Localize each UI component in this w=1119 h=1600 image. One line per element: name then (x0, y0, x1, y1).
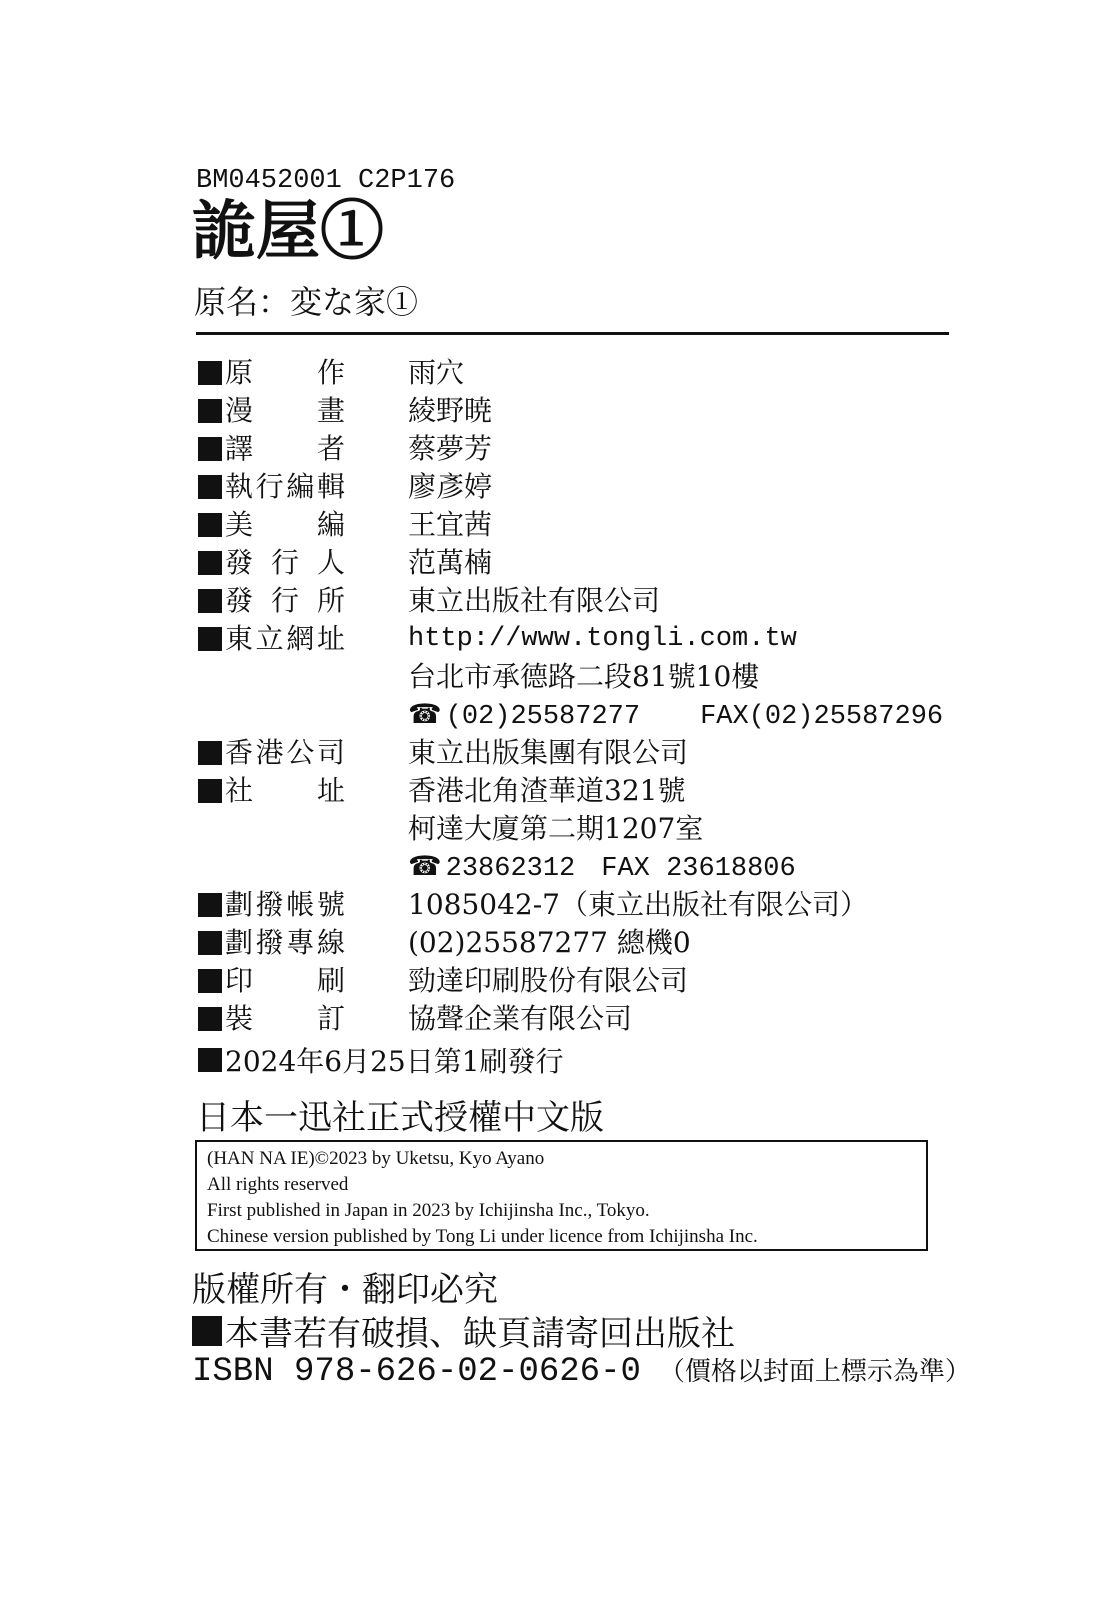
credit-value: 綾野暁 (408, 394, 493, 427)
taipei-address: 台北市承德路二段81號10樓 (408, 660, 760, 693)
hk-fax: FAX 23618806 (601, 854, 796, 884)
copyright-line: (HAN NA IE)©2023 by Uketsu, Kyo Ayano (207, 1148, 545, 1169)
square-bullet-icon (198, 437, 222, 461)
square-bullet-icon (198, 589, 222, 613)
credit-row-editor (198, 468, 958, 506)
credit-value: 雨穴 (408, 356, 465, 389)
credit-label: 發 行 所 (225, 584, 345, 617)
isbn-line (192, 1351, 971, 1391)
credit-value: 王宜茜 (408, 508, 493, 541)
copyright-line: First published in Japan in 2023 by Ichijinsha Inc., Tokyo. (207, 1200, 650, 1221)
rights-statement: 版權所有・翻印必究 (192, 1270, 498, 1310)
credit-row-hk-address (198, 772, 958, 886)
credit-value: 廖彥婷 (408, 470, 493, 503)
taipei-contact-line (408, 696, 958, 734)
credits-list (198, 354, 958, 1038)
hk-address-line-1: 香港北角渣華道321號 (408, 774, 686, 807)
divider-rule (196, 332, 949, 335)
license-title: 日本一迅社正式授權中文版 (196, 1098, 604, 1138)
credit-row-publisher (198, 544, 958, 582)
credit-label: 劃撥帳號 (225, 888, 345, 921)
print-date-line (198, 1040, 564, 1080)
credit-value: 范萬楠 (408, 546, 493, 579)
credit-row-designer (198, 506, 958, 544)
copyright-line: All rights reserved (207, 1174, 349, 1195)
square-bullet-icon (198, 513, 222, 537)
credit-row-printing (198, 962, 958, 1000)
credit-value: 勁達印刷股份有限公司 (408, 964, 689, 997)
original-title: 原名：変な家① (194, 283, 419, 321)
credit-label: 原 作 (225, 356, 345, 389)
credit-label: 美 編 (225, 508, 345, 541)
telephone-icon: ☎ (408, 851, 442, 882)
square-bullet-icon (198, 1048, 222, 1072)
copyright-line: Chinese version published by Tong Li under licence from Ichijinsha Inc. (207, 1226, 758, 1247)
credit-row-author (198, 354, 958, 392)
damage-notice: 本書若有破損、缺頁請寄回出版社 (225, 1314, 735, 1354)
taipei-fax: FAX(02)25587296 (700, 702, 944, 732)
telephone-icon: ☎ (408, 699, 442, 730)
credit-row-hk-company (198, 734, 958, 772)
copyright-box (195, 1140, 928, 1251)
credit-row-binding (198, 1000, 958, 1038)
square-bullet-icon (198, 741, 222, 765)
credit-label: 印 刷 (225, 964, 345, 997)
square-bullet-icon (198, 969, 222, 993)
credit-label: 發 行 人 (225, 546, 345, 579)
credit-value: 東立出版集團有限公司 (408, 736, 689, 769)
credit-label: 東立網址 (225, 622, 345, 655)
credit-value: (02)25587277 總機0 (408, 926, 691, 959)
isbn-code: ISBN 978-626-02-0626-0 (192, 1353, 641, 1391)
credit-row-artist (198, 392, 958, 430)
credit-label: 裝 訂 (225, 1002, 345, 1035)
credit-label: 執行編輯 (225, 470, 345, 503)
book-title: 詭屋① (192, 194, 384, 269)
square-bullet-icon (198, 475, 222, 499)
isbn-note: （價格以封面上標示為準） (658, 1357, 971, 1387)
credit-label: 社 址 (225, 774, 345, 807)
taipei-phone: (02)25587277 (445, 702, 641, 732)
square-bullet-icon (198, 399, 222, 423)
credit-row-publishing-house (198, 582, 958, 620)
hk-phone: 23862312 (445, 854, 576, 884)
credit-value: 協聲企業有限公司 (408, 1002, 633, 1035)
credit-label: 漫 畫 (225, 394, 345, 427)
credit-value: 1085042-7（東立出版社有限公司） (408, 888, 868, 921)
square-bullet-icon (198, 551, 222, 575)
credit-label: 劃撥專線 (225, 926, 345, 959)
credit-value: 蔡夢芳 (408, 432, 493, 465)
catalog-code: BM0452001 C2P176 (196, 166, 456, 196)
hk-address-line-2: 柯達大廈第二期1207室 (408, 812, 704, 845)
credit-label: 譯 者 (225, 432, 345, 465)
website-url[interactable]: http://www.tongli.com.tw (408, 624, 797, 654)
credit-label: 香港公司 (225, 736, 345, 769)
square-bullet-icon (198, 931, 222, 955)
credit-row-translator (198, 430, 958, 468)
hk-contact-line (408, 848, 958, 886)
credit-row-postal-account (198, 886, 958, 924)
square-bullet-icon (198, 893, 222, 917)
square-bullet-icon (198, 1007, 222, 1031)
credit-row-postal-hotline (198, 924, 958, 962)
damage-notice-line (192, 1306, 735, 1355)
credit-row-website (198, 620, 958, 734)
credit-value: 東立出版社有限公司 (408, 584, 661, 617)
square-bullet-icon (198, 779, 222, 803)
square-bullet-icon (198, 361, 222, 385)
print-date: 2024年6月25日第1刷發行 (225, 1045, 564, 1078)
square-bullet-icon (192, 1316, 222, 1346)
square-bullet-icon (198, 627, 222, 651)
